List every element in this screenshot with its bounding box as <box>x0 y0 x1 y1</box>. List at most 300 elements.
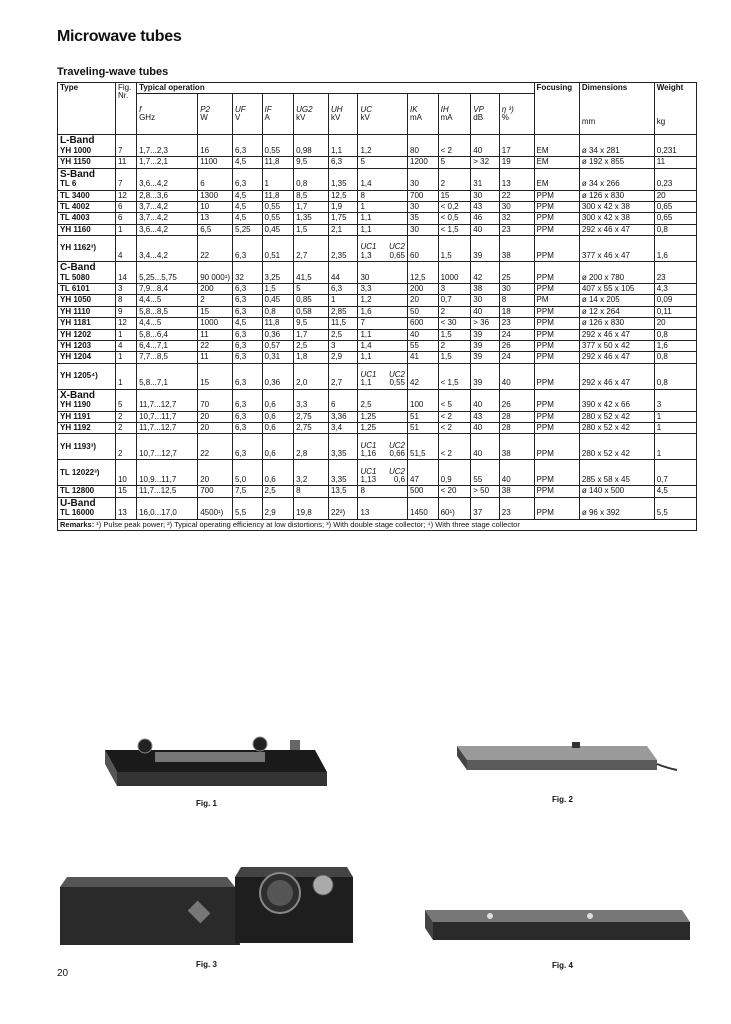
table-row <box>58 236 697 262</box>
fig-header: Fig. Nr. <box>115 83 136 135</box>
cell-f: 10,7...12,7 <box>137 434 198 460</box>
cell-if: 0,6 <box>262 434 294 460</box>
uc2-label: UC2 <box>389 369 406 379</box>
table-row <box>58 340 697 351</box>
cell-ih: 1,5 <box>438 329 471 340</box>
type-cell <box>58 236 116 262</box>
cell-uc: 3,3 <box>358 284 408 295</box>
band-label: U-Band <box>60 497 96 509</box>
cell-uh: 3,36 <box>328 411 358 422</box>
cell-uc: 13 <box>358 497 408 519</box>
table-row <box>58 423 697 434</box>
cell-if: 11,8 <box>262 157 294 168</box>
param-header <box>438 94 471 135</box>
param-symbol: f <box>139 105 142 114</box>
cell-eta: 8 <box>499 295 534 306</box>
cell-ug2: 1,7 <box>294 201 329 212</box>
cell-ug2: 1,8 <box>294 352 329 363</box>
table-row <box>58 201 697 212</box>
cell-wt: 3 <box>654 389 696 411</box>
cell-ug2: 0,85 <box>294 295 329 306</box>
fig-3-image <box>55 855 360 955</box>
cell-wt: 0,09 <box>654 295 696 306</box>
cell-uh: 11,5 <box>328 318 358 329</box>
cell-eta: 38 <box>499 486 534 497</box>
param-symbol: P2 <box>200 105 211 114</box>
cell-fig: 3 <box>115 284 136 295</box>
uc2-value: 0,65 <box>389 250 406 260</box>
cell-uf: 6,3 <box>233 295 263 306</box>
cell-dim: 280 x 52 x 42 <box>579 423 654 434</box>
cell-uf: 5,0 <box>233 460 263 486</box>
cell-uc: 1,2 <box>358 295 408 306</box>
type-cell <box>58 411 116 422</box>
cell-vp: 40 <box>471 423 499 434</box>
cell-dim: 300 x 42 x 38 <box>579 213 654 224</box>
cell-uf: 6,3 <box>233 168 263 190</box>
cell-ik: 30 <box>408 168 439 190</box>
cell-f: 4,4...5 <box>137 295 198 306</box>
cell-uh: 1,1 <box>328 135 358 157</box>
param-symbol: UF <box>235 105 246 114</box>
type-name: YH 1000 <box>60 145 92 155</box>
cell-ug2: 41,5 <box>294 262 329 284</box>
type-name: YH 1205⁴) <box>60 371 98 381</box>
cell-uh: 44 <box>328 262 358 284</box>
table-body <box>58 135 697 519</box>
cell-uf: 6,3 <box>233 329 263 340</box>
param-unit: V <box>235 113 241 123</box>
cell-vp: 39 <box>471 363 499 389</box>
focusing-header: Focusing <box>534 83 579 135</box>
cell-if: 0,8 <box>262 306 294 317</box>
cell-uc: 1 <box>358 201 408 212</box>
header-row-1 <box>58 83 697 94</box>
cell-p2: 70 <box>198 389 233 411</box>
cell-vp: 39 <box>471 340 499 351</box>
remarks-text: ¹) Pulse peak power; ²) Typical operating efficiency at low distortions; ³) With double stage collector; ⁴) With three stage collector <box>96 519 520 529</box>
cell-fig: 15 <box>115 486 136 497</box>
cell-dim: 280 x 52 x 42 <box>579 411 654 422</box>
cell-vp: 55 <box>471 460 499 486</box>
cell-ih: < 30 <box>438 318 471 329</box>
cell-ih: 3 <box>438 284 471 295</box>
uc1-label: UC1 <box>360 440 377 450</box>
param-symbol: IF <box>264 105 272 114</box>
cell-if: 0,31 <box>262 352 294 363</box>
cell-p2: 1300 <box>198 190 233 201</box>
type-cell <box>58 460 116 486</box>
cell-dim: ø 14 x 205 <box>579 295 654 306</box>
cell-fig: 6 <box>115 201 136 212</box>
cell-ik: 40 <box>408 329 439 340</box>
cell-uc: 8 <box>358 486 408 497</box>
cell-uf: 6,3 <box>233 411 263 422</box>
cell-f: 5,8...8,5 <box>137 306 198 317</box>
cell-f: 16,0...17,0 <box>137 497 198 519</box>
cell-vp: 40 <box>471 224 499 235</box>
cell-f: 3,4...4,2 <box>137 236 198 262</box>
cell-if: 1 <box>262 168 294 190</box>
cell-f: 1,7...2,1 <box>137 157 198 168</box>
param-header <box>262 94 294 135</box>
fig-1-label: Fig. 1 <box>196 799 217 808</box>
cell-eta: 18 <box>499 306 534 317</box>
cell-foc: PPM <box>534 318 579 329</box>
cell-dim: 407 x 55 x 105 <box>579 284 654 295</box>
cell-p2: 20 <box>198 411 233 422</box>
cell-ug2: 0,98 <box>294 135 329 157</box>
cell-dim: ø 126 x 830 <box>579 190 654 201</box>
cell-fig: 4 <box>115 236 136 262</box>
fig-1-image <box>95 732 335 792</box>
cell-ik: 51,5 <box>408 434 439 460</box>
cell-f: 6,4...7,1 <box>137 340 198 351</box>
table-row <box>58 295 697 306</box>
type-name: YH 1160 <box>60 224 91 234</box>
cell-uf: 6,3 <box>233 389 263 411</box>
cell-uh: 2,85 <box>328 306 358 317</box>
cell-eta: 30 <box>499 284 534 295</box>
cell-uf: 4,5 <box>233 318 263 329</box>
cell-vp: 40 <box>471 135 499 157</box>
cell-dim: ø 126 x 830 <box>579 318 654 329</box>
cell-ih: 1,5 <box>438 236 471 262</box>
cell-wt: 0,8 <box>654 224 696 235</box>
cell-foc: PPM <box>534 460 579 486</box>
type-cell <box>58 318 116 329</box>
cell-vp: 40 <box>471 389 499 411</box>
cell-uf: 4,5 <box>233 157 263 168</box>
cell-p2: 20 <box>198 423 233 434</box>
cell-ug2: 2,75 <box>294 411 329 422</box>
cell-eta: 38 <box>499 236 534 262</box>
type-cell <box>58 340 116 351</box>
cell-dim: ø 12 x 264 <box>579 306 654 317</box>
cell-uf: 6,3 <box>233 423 263 434</box>
cell-uh: 13,5 <box>328 486 358 497</box>
cell-p2: 4500¹) <box>198 497 233 519</box>
type-cell <box>58 213 116 224</box>
cell-f: 10,9...11,7 <box>137 460 198 486</box>
cell-ik: 1450 <box>408 497 439 519</box>
cell-dim: ø 96 x 392 <box>579 497 654 519</box>
cell-ih: < 5 <box>438 389 471 411</box>
cell-p2: 1100 <box>198 157 233 168</box>
cell-ik: 600 <box>408 318 439 329</box>
uc2-label: UC2 <box>389 466 406 476</box>
uc1-value: 1,3 <box>360 250 372 260</box>
cell-ik: 50 <box>408 306 439 317</box>
cell-wt: 5,5 <box>654 497 696 519</box>
cell-uc <box>358 363 408 389</box>
cell-wt: 4,5 <box>654 486 696 497</box>
param-unit: A <box>264 113 270 123</box>
cell-fig: 5 <box>115 389 136 411</box>
cell-uf: 32 <box>233 262 263 284</box>
cell-uc: 1,6 <box>358 306 408 317</box>
cell-vp: 40 <box>471 306 499 317</box>
cell-ih: 0,7 <box>438 295 471 306</box>
cell-wt: 1 <box>654 411 696 422</box>
type-cell <box>58 201 116 212</box>
cell-ug2: 8 <box>294 486 329 497</box>
cell-foc: EM <box>534 157 579 168</box>
type-name: TL 12800 <box>60 486 95 496</box>
cell-uh: 2,1 <box>328 224 358 235</box>
cell-dim: 292 x 46 x 47 <box>579 224 654 235</box>
cell-wt: 0,8 <box>654 329 696 340</box>
cell-f: 11,7...12,7 <box>137 389 198 411</box>
cell-f: 3,6...4,2 <box>137 224 198 235</box>
type-name: TL 4003 <box>60 213 90 223</box>
cell-uf: 6,3 <box>233 306 263 317</box>
cell-vp: 43 <box>471 411 499 422</box>
cell-wt: 0,8 <box>654 352 696 363</box>
type-name: TL 6 <box>60 179 77 189</box>
cell-vp: > 36 <box>471 318 499 329</box>
cell-vp: 37 <box>471 497 499 519</box>
cell-wt: 1 <box>654 434 696 460</box>
cell-ik: 51 <box>408 411 439 422</box>
cell-fig: 1 <box>115 352 136 363</box>
type-cell <box>58 329 116 340</box>
cell-foc: PPM <box>534 236 579 262</box>
type-cell <box>58 497 116 519</box>
cell-eta: 28 <box>499 411 534 422</box>
cell-eta: 26 <box>499 340 534 351</box>
cell-foc: PPM <box>534 497 579 519</box>
traveling-wave-tubes-table <box>57 82 697 531</box>
cell-ih: 1000 <box>438 262 471 284</box>
cell-dim: 292 x 46 x 47 <box>579 329 654 340</box>
param-symbol: η ³) <box>501 105 514 114</box>
cell-wt: 0,11 <box>654 306 696 317</box>
type-cell <box>58 295 116 306</box>
cell-fig: 10 <box>115 460 136 486</box>
cell-uf: 6,3 <box>233 352 263 363</box>
cell-if: 11,8 <box>262 318 294 329</box>
cell-eta: 40 <box>499 363 534 389</box>
type-cell <box>58 363 116 389</box>
cell-foc: PPM <box>534 224 579 235</box>
uc1-value: 1,16 <box>360 449 377 459</box>
cell-eta: 24 <box>499 352 534 363</box>
cell-f: 4,4...5 <box>137 318 198 329</box>
cell-fig: 11 <box>115 157 136 168</box>
cell-foc: PPM <box>534 284 579 295</box>
cell-vp: 39 <box>471 352 499 363</box>
cell-ih: 5 <box>438 157 471 168</box>
cell-uc: 1,1 <box>358 224 408 235</box>
fig-2-label: Fig. 2 <box>552 795 573 804</box>
cell-eta: 24 <box>499 329 534 340</box>
cell-ug2: 8,5 <box>294 190 329 201</box>
cell-uf: 7,5 <box>233 486 263 497</box>
table-row <box>58 363 697 389</box>
cell-uh: 2,35 <box>328 236 358 262</box>
type-name: TL 16000 <box>60 508 95 518</box>
cell-uh: 1,35 <box>328 168 358 190</box>
cell-vp: 30 <box>471 295 499 306</box>
cell-p2: 1000 <box>198 318 233 329</box>
cell-ik: 200 <box>408 284 439 295</box>
cell-uh: 2,7 <box>328 363 358 389</box>
cell-fig: 7 <box>115 135 136 157</box>
type-name: TL 5080 <box>60 272 90 282</box>
cell-fig: 2 <box>115 434 136 460</box>
param-unit: kV <box>330 113 341 123</box>
cell-if: 0,55 <box>262 213 294 224</box>
cell-f: 5,8...7,1 <box>137 363 198 389</box>
table-row <box>58 306 697 317</box>
type-name: YH 1204 <box>60 352 92 362</box>
cell-uc: 1,1 <box>358 329 408 340</box>
cell-foc: PPM <box>534 306 579 317</box>
cell-uc <box>358 460 408 486</box>
cell-foc: PPM <box>534 340 579 351</box>
cell-ik: 47 <box>408 460 439 486</box>
type-cell <box>58 389 116 411</box>
band-label: S-Band <box>60 168 95 180</box>
cell-uc: 1,25 <box>358 411 408 422</box>
table-row <box>58 411 697 422</box>
cell-f: 5,25...5,75 <box>137 262 198 284</box>
cell-uf: 5,5 <box>233 497 263 519</box>
type-name: YH 1162³) <box>60 243 97 253</box>
cell-uc <box>358 236 408 262</box>
cell-p2: 6 <box>198 168 233 190</box>
cell-p2: 11 <box>198 352 233 363</box>
cell-fig: 14 <box>115 262 136 284</box>
cell-ik: 35 <box>408 213 439 224</box>
param-header <box>358 94 408 135</box>
cell-ih: < 1,5 <box>438 363 471 389</box>
cell-vp: 42 <box>471 262 499 284</box>
uc2-value: 0,55 <box>389 378 406 388</box>
cell-wt: 0,231 <box>654 135 696 157</box>
cell-f: 3,7...4,2 <box>137 213 198 224</box>
cell-if: 2,9 <box>262 497 294 519</box>
type-name: YH 1203 <box>60 340 92 350</box>
table-row <box>58 434 697 460</box>
cell-uf: 6,3 <box>233 434 263 460</box>
cell-fig: 6 <box>115 213 136 224</box>
cell-p2: 20 <box>198 460 233 486</box>
cell-uf: 6,3 <box>233 135 263 157</box>
band-label: C-Band <box>60 262 96 274</box>
cell-ik: 41 <box>408 352 439 363</box>
type-cell <box>58 423 116 434</box>
type-cell <box>58 135 116 157</box>
type-name: YH 1050 <box>60 295 92 305</box>
cell-fig: 13 <box>115 497 136 519</box>
cell-foc: PPM <box>534 423 579 434</box>
cell-if: 0,6 <box>262 423 294 434</box>
cell-vp: > 32 <box>471 157 499 168</box>
cell-dim: ø 192 x 855 <box>579 157 654 168</box>
cell-uh: 1,9 <box>328 201 358 212</box>
cell-ih: 0,9 <box>438 460 471 486</box>
cell-eta: 17 <box>499 135 534 157</box>
cell-wt: 20 <box>654 190 696 201</box>
cell-p2: 22 <box>198 340 233 351</box>
param-unit: W <box>200 113 208 123</box>
cell-uh: 6,3 <box>328 284 358 295</box>
table-row <box>58 157 697 168</box>
type-cell <box>58 157 116 168</box>
param-symbol: IK <box>410 105 418 114</box>
cell-p2: 6,5 <box>198 224 233 235</box>
cell-if: 0,6 <box>262 460 294 486</box>
uc2-value: 0,66 <box>389 449 406 459</box>
cell-uc: 1,1 <box>358 213 408 224</box>
fig-2-image <box>452 738 682 778</box>
cell-wt: 4,3 <box>654 284 696 295</box>
cell-ug2: 1,7 <box>294 329 329 340</box>
weight-unit: kg <box>656 117 666 127</box>
cell-wt: 20 <box>654 318 696 329</box>
table-row <box>58 486 697 497</box>
cell-fig: 1 <box>115 224 136 235</box>
cell-fig: 7 <box>115 168 136 190</box>
cell-uc: 1,2 <box>358 135 408 157</box>
type-name: YH 1202 <box>60 329 92 339</box>
cell-dim: ø 200 x 780 <box>579 262 654 284</box>
cell-uh: 22²) <box>328 497 358 519</box>
cell-p2: 16 <box>198 135 233 157</box>
table-row <box>58 318 697 329</box>
cell-fig: 12 <box>115 190 136 201</box>
cell-fig: 4 <box>115 340 136 351</box>
type-name: YH 1192 <box>60 423 91 433</box>
cell-fig: 1 <box>115 363 136 389</box>
remarks-label: Remarks: <box>60 519 95 529</box>
cell-ug2: 0,58 <box>294 306 329 317</box>
cell-p2: 700 <box>198 486 233 497</box>
cell-wt: 1 <box>654 423 696 434</box>
cell-ih: 60¹) <box>438 497 471 519</box>
cell-ug2: 1,5 <box>294 224 329 235</box>
uc1-value: 1,13 <box>360 475 377 485</box>
cell-if: 0,6 <box>262 411 294 422</box>
type-cell <box>58 284 116 295</box>
cell-ik: 700 <box>408 190 439 201</box>
cell-ug2: 0,8 <box>294 168 329 190</box>
type-cell <box>58 224 116 235</box>
cell-uh: 3,35 <box>328 434 358 460</box>
cell-f: 1,7...2,3 <box>137 135 198 157</box>
cell-uh: 3,35 <box>328 460 358 486</box>
type-name: TL 12022³) <box>60 467 100 477</box>
cell-ug2: 2,5 <box>294 340 329 351</box>
cell-uc: 7 <box>358 318 408 329</box>
cell-ik: 30 <box>408 201 439 212</box>
cell-if: 2,5 <box>262 486 294 497</box>
cell-ik: 80 <box>408 135 439 157</box>
cell-foc: PPM <box>534 352 579 363</box>
cell-ih: < 2 <box>438 411 471 422</box>
uc1-label: UC1 <box>360 466 377 476</box>
cell-f: 2,8...3,6 <box>137 190 198 201</box>
param-header <box>233 94 263 135</box>
page-title: Microwave tubes <box>57 28 182 45</box>
type-name: YH 1193³) <box>60 441 97 451</box>
cell-dim: 300 x 42 x 38 <box>579 201 654 212</box>
uc2-value: 0,6 <box>393 475 406 485</box>
cell-foc: PPM <box>534 190 579 201</box>
page-number: 20 <box>57 968 69 979</box>
